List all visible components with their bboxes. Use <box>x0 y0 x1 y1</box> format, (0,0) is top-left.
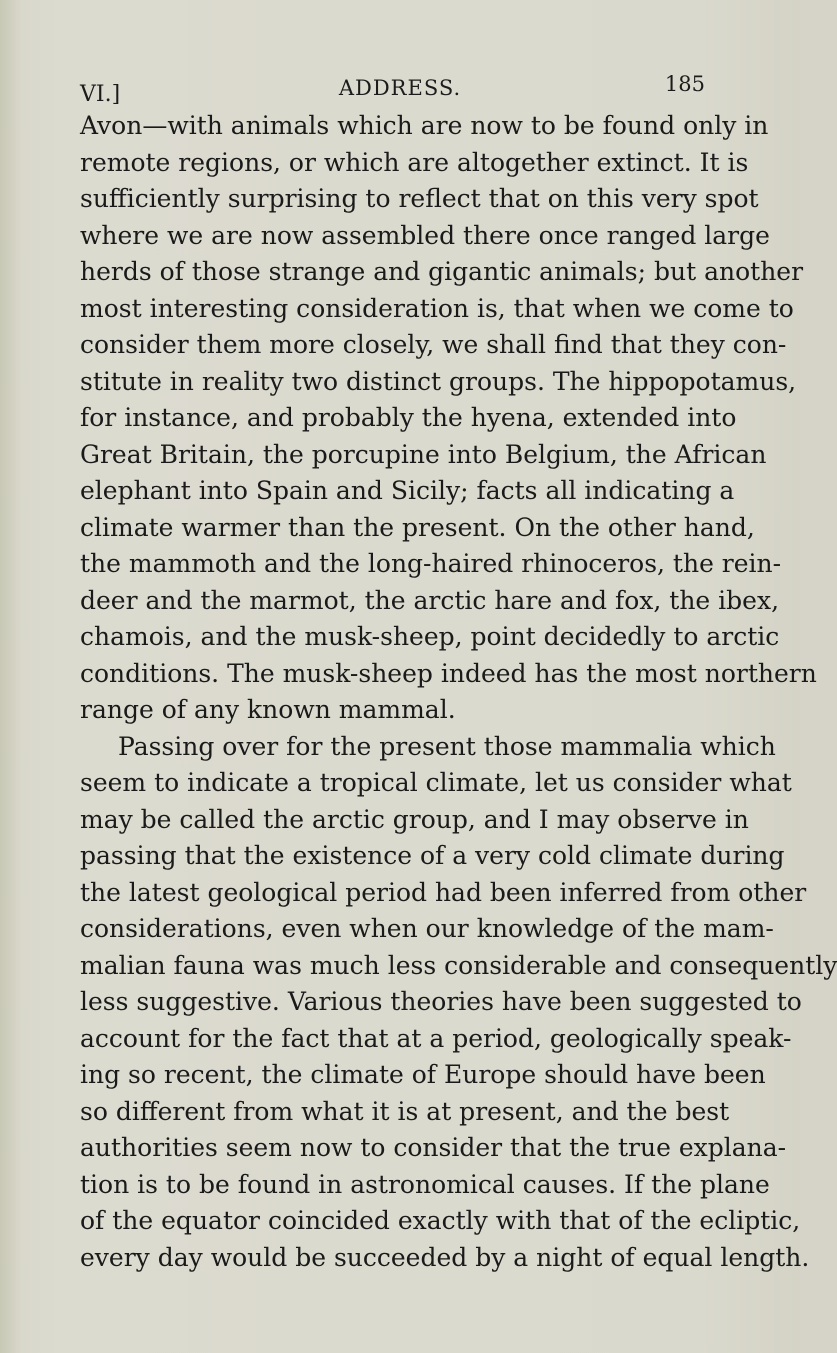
text-line: Great Britain, the porcupine into Belgium, the African <box>80 439 767 469</box>
section-number: VI.] <box>80 82 121 107</box>
running-title: ADDRESS. <box>338 76 462 100</box>
text-line: account for the fact that at a period, geologically speak- <box>80 1023 792 1053</box>
text-line: consider them more closely, we shall find that they con- <box>80 330 787 359</box>
text-line: Avon—with animals which are now to be found only in <box>80 111 769 140</box>
text-line: less suggestive. Various theories have been suggested to <box>80 987 802 1016</box>
text-line: climate warmer than the present. On the other hand, <box>80 512 755 542</box>
text-line: considerations, even when our knowledge of the mam- <box>80 914 774 943</box>
text-line: authorities seem now to consider that the true explana- <box>80 1133 787 1162</box>
text-line: remote regions, or which are altogether extinct. It is <box>80 147 749 177</box>
text-line: may be called the arctic group, and I may observe in <box>80 804 749 834</box>
text-line: ing so recent, the climate of Europe should have been <box>80 1060 766 1089</box>
text-line: passing that the existence of a very cold climate during <box>80 841 785 870</box>
text-line: malian fauna was much less considerable and consequently <box>80 950 837 980</box>
text-line: tion is to be found in astronomical causes. If the plane <box>80 1169 770 1199</box>
running-header <box>0 70 800 110</box>
text-line: deer and the marmot, the arctic hare and fox, the ibex, <box>80 585 780 615</box>
text-line: most interesting consideration is, that when we come to <box>80 293 794 323</box>
text-line: so different from what it is at present, and the best <box>80 1096 730 1126</box>
page-number: 185 <box>664 72 705 96</box>
text-line: chamois, and the musk-sheep, point decidedly to arctic <box>80 622 780 651</box>
text-line: every day would be succeeded by a night of equal length. <box>80 1242 810 1272</box>
text-line: of the equator coincided exactly with that of the ecliptic, <box>80 1206 801 1235</box>
text-line: stitute in reality two distinct groups. The hippopotamus, <box>80 366 797 396</box>
paragraph-end-line: range of any known mammal. <box>80 695 456 724</box>
text-line: elephant into Spain and Sicily; facts all indicating a <box>80 476 735 505</box>
text-line: sufficiently surprising to reflect that on this very spot <box>80 184 759 213</box>
text-line: the latest geological period had been inferred from other <box>80 877 807 907</box>
text-line: conditions. The musk-sheep indeed has the most northern <box>80 658 817 688</box>
text-line: where we are now assembled there once ranged large <box>80 220 770 250</box>
body-text <box>80 108 837 1276</box>
text-line: seem to indicate a tropical climate, let us consider what <box>80 768 792 797</box>
text-line: herds of those strange and gigantic animals; but another <box>80 257 804 286</box>
text-line: the mammoth and the long-haired rhinoceros, the rein- <box>80 549 782 578</box>
text-line: for instance, and probably the hyena, extended into <box>80 403 737 432</box>
paragraph-start-line: Passing over for the present those mammalia which <box>118 731 776 761</box>
